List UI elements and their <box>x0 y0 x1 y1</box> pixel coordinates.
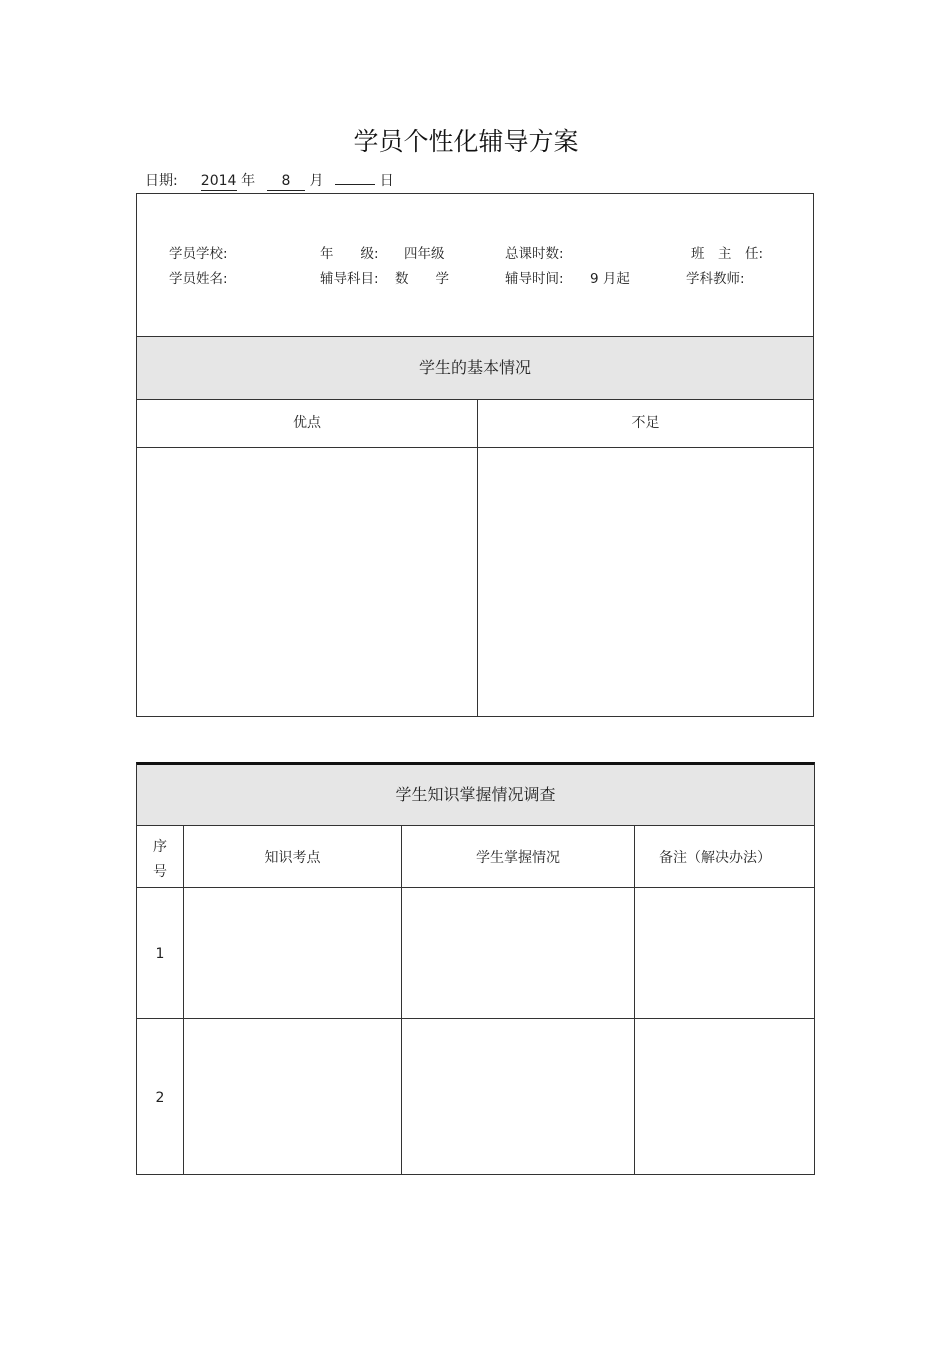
date-line <box>145 170 394 191</box>
col-point-header: 知识考点 <box>264 850 321 866</box>
date-day <box>335 184 375 185</box>
col-mastery-header: 学生掌握情况 <box>476 850 560 866</box>
grade-label: 年 级: <box>320 246 379 262</box>
total-hours-label: 总课时数: <box>505 246 564 262</box>
strengths-header: 优点 <box>293 415 321 431</box>
row2-point-cell[interactable] <box>184 1019 401 1173</box>
col-no-line2: 号 <box>153 864 167 880</box>
knowledge-survey-table <box>136 762 815 1175</box>
grade-value: 四年级 <box>404 246 445 262</box>
time-value: 9 月起 <box>590 271 630 287</box>
page-title: 学员个性化辅导方案 <box>353 127 579 156</box>
subject-label: 辅导科目: <box>320 271 379 287</box>
basic-info-table <box>136 193 814 717</box>
row-number-2: 2 <box>155 1090 165 1106</box>
subject-teacher-label: 学科教师: <box>686 271 745 287</box>
school-label: 学员学校: <box>169 246 228 262</box>
date-year: 2014 <box>200 173 237 189</box>
date-month: 8 <box>267 173 305 191</box>
head-teacher-label: 班 主 任: <box>691 246 764 262</box>
col-no-header <box>137 835 183 885</box>
knowledge-survey-heading: 学生知识掌握情况调查 <box>137 765 814 826</box>
strengths-cell[interactable] <box>137 448 477 715</box>
col-no-line1: 序 <box>153 839 167 855</box>
time-label: 辅导时间: <box>505 271 564 287</box>
col-note-header: 备注（解决办法） <box>659 850 771 866</box>
date-day-unit: 日 <box>379 173 394 189</box>
date-year-unit: 年 <box>241 173 256 189</box>
row-number-1: 1 <box>155 946 165 962</box>
name-label: 学员姓名: <box>169 271 228 287</box>
row1-mastery-cell[interactable] <box>402 888 634 1018</box>
row1-note-cell[interactable] <box>635 888 814 1018</box>
row2-note-cell[interactable] <box>635 1019 814 1173</box>
weaknesses-cell[interactable] <box>478 448 813 715</box>
subject-value: 数 学 <box>395 271 449 287</box>
weaknesses-header: 不足 <box>631 415 660 431</box>
date-month-unit: 月 <box>309 173 324 189</box>
row1-point-cell[interactable] <box>184 888 401 1018</box>
basic-situation-heading: 学生的基本情况 <box>137 336 813 400</box>
row2-mastery-cell[interactable] <box>402 1019 634 1173</box>
date-label: 日期: <box>145 173 178 189</box>
